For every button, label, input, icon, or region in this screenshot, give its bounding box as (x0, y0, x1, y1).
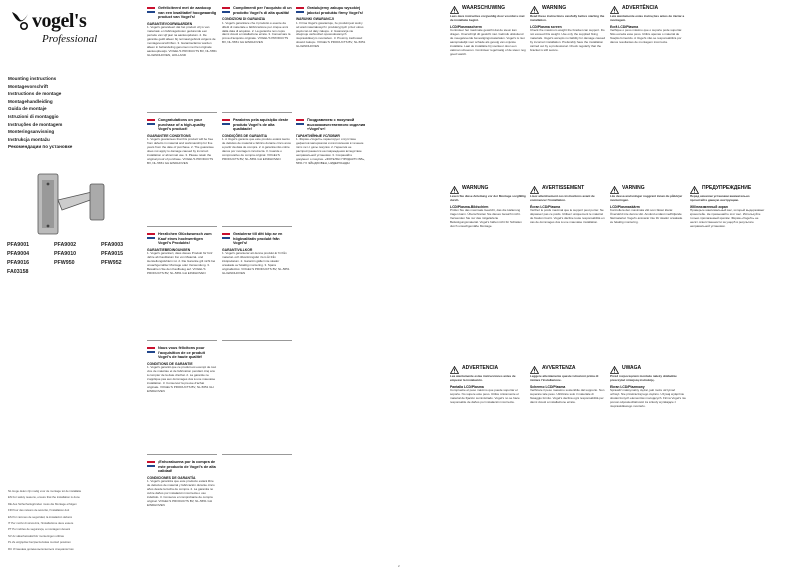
language-flag-icon (222, 119, 230, 125)
warning-block-de (450, 186, 526, 229)
warning-triangle-icon (610, 6, 619, 14)
guarantee-body: 1. Firma Vogel's gwarantuje, że produkt jest wolny od wad materiałowych i produkcyjnych przez okres pięciu lat od daty zakupu. 2. Gwarancja nie obejmuje uszkodzeń spowodowanych nieprawidłowym montażem. 3. Prosimy zachować dowód zakupu. VOGEL'S PRODUCTS BV, NL-5651 GH EINDHOVEN (296, 20, 366, 49)
language-flag-icon (147, 347, 155, 353)
warning-intro: Leia atentamente estas instruções antes de iniciar a montagem. (610, 14, 685, 22)
warning-block-es (450, 366, 526, 405)
guarantee-header (222, 6, 292, 15)
manual-title: Monteringsanvisning (8, 129, 55, 135)
guarantee-subhead: GUARANTEE CONDITIONS (147, 133, 191, 138)
warning-intro: Lees deze instructies zorgvuldig door voordat u met de installatie begint. (450, 14, 525, 22)
warning-header (530, 366, 606, 374)
manual-title: Montagehandleiding (8, 98, 53, 104)
warning-subhead: Écran LCD/Plasma (530, 204, 561, 209)
guarantee-heading: Congratulations on your purchase of a high-quality Vogel's product! (158, 118, 206, 132)
warning-subhead: LCD/Plasma screen (530, 24, 562, 29)
warning-triangle-icon (610, 366, 619, 374)
warning-body: Vérifiez le poids maximal que le support peut porter. Ne dépassez pas ce poids. Utilisez uniquement le matériel de fixation fourni. Vogel's décline toute responsabilité en cas de dommages dus à une mauvaise installation. (530, 208, 605, 225)
warning-body: Check the maximum weight the bracket can support. Do not exceed this weight. Use only the supplied fixing materials. Vogel's accepts no liability for damage caused by incorrect installation. Preferably have the installation carried out by a professional. Check regularly that the bracket is still secure. (530, 28, 606, 53)
guarantee-body: 1. Vogel's garantiza que este producto estará libre de defectos de material y fabricación durante cinco años desde la fecha de compra. 2. La garantía no cubre daños por instalación incorrecta o uso indebido. 3. Conserve el comprobante de compra original. VOGEL'S PRODUCTS BV, NL-5651 GH EINDHOVEN (147, 479, 215, 507)
guarantee-body: 1. Фирма «Vogel's» гарантирует отсутствие дефектов материалов и изготовления в течение пяти лет с даты покупки. 2. Гарантия не распространяется на повреждения вследствие неправильной установки. 3. Сохраняйте документ о покупке. «ФОГЕЛЬС ПРОДАКТС БВ», 5651 ГХ ЭЙНДХОВЕН, НИДЕРЛАНДЫ (296, 137, 365, 165)
bracket-illustration (30, 170, 110, 240)
model-number: PFA9002 (54, 242, 77, 248)
guarantee-heading: Complimenti per l'acquisto di un prodotto Vogel's di alta qualità! (233, 6, 292, 15)
guarantee-subhead: GARANTIEBEDINGUNGEN (147, 247, 191, 252)
warning-header (450, 6, 526, 14)
model-number-grid (7, 241, 143, 277)
warning-heading: AVERTISSEMENT (542, 185, 585, 191)
guarantee-subhead: GARANTIEVOORWAARDEN (147, 21, 193, 26)
guarantee-heading: Nous vous félicitons pour l'acquisition de ce produit Vogel's de haute qualité! (158, 346, 205, 360)
language-flag-icon (147, 119, 155, 125)
section-divider (222, 340, 292, 341)
warning-subhead: LCD/Plasma-Bildschirm (450, 204, 489, 209)
warning-body: Sprawdź maksymalny ciężar, jaki może utrzymać uchwyt. Nie przekraczaj tego ciężaru. Używaj wyłącznie dostarczonych elementów mocujących. Firma Vogel's nie ponosi odpowiedzialności za szkody wynikające z nieprawidłowego montażu. (610, 388, 686, 409)
language-flag-icon (296, 7, 304, 13)
guarantee-header (147, 6, 217, 20)
warning-header (450, 186, 526, 194)
guarantee-body: 1. Vogel's garandeert dat het product vrij is van materiaal- en fabricagefouten gedurende een periode van vijf jaar na aankoopdatum. 2. De garantie geldt alleen bij normaal gebruik volgens de montagevoorschriften. 3. Garantieclaims worden alleen in behandeling genomen met het originele aankoopbewijs. VOGEL'S PRODUCTS BV, NL-5651 GH EINDHOVEN, HOLLAND (147, 25, 217, 57)
guarantee-header (147, 118, 217, 132)
guarantee-subhead: WARUNKI GWARANCJI (296, 17, 334, 22)
warning-block-ru (690, 186, 766, 229)
manual-title-list (8, 75, 138, 151)
warning-block-sv (610, 186, 686, 225)
warning-heading: WARNING (542, 5, 567, 11)
warning-block-it (530, 366, 606, 405)
section-divider (222, 112, 292, 113)
language-flag-icon (147, 233, 155, 239)
model-number: PFW952 (101, 260, 122, 266)
warning-body: Verificare il peso massimo sostenibile dal supporto. Non superare tale peso. Utilizzare solo il materiale di fissaggio fornito. Vogel's declina ogni responsabilità per danni dovuti a installazione errata. (530, 388, 605, 405)
guarantee-header (222, 118, 292, 132)
guarantee-body: 1. Vogel's guarantees that this product will be free from defects in material and workmanship for five years from the date of purchase. 2. The guarantee does not apply to damage caused by incorrect installation or abnormal use. 3. Please retain the original proof of purchase. VOGEL'S PRODUCTS BV, NL-5651 GH EINDHOVEN (147, 137, 214, 165)
warning-subhead: Schermo LCD/Plasma (530, 384, 566, 389)
safety-line: RU Установка должна выполняться специалистом (8, 546, 74, 551)
model-row (7, 268, 143, 277)
warning-intro: Lesen Sie diese Anleitung vor der Montage sorgfältig durch. (450, 194, 526, 202)
section-divider (222, 226, 292, 227)
manual-title: Istruzioni di montaggio (8, 113, 59, 119)
warning-body: Compruebe el peso máximo que puede soportar el soporte. No supere este peso. Utilice únicamente el material de fijación suministrado. Vogel's no se hace responsable de daños por instalación incorrecta. (450, 388, 520, 405)
guarantee-header (296, 118, 366, 132)
cover-page (0, 0, 140, 573)
manual-title: Mounting instructions (8, 76, 57, 81)
warning-intro: Lisez attentivement ces instructions avant de commencer l'installation. (530, 194, 595, 202)
warning-intro: Read these instructions carefully before starting the installation. (530, 14, 605, 22)
vogels-swoosh-icon (10, 10, 30, 32)
warning-subhead: Pantalla LCD/Plasma (450, 384, 484, 389)
warning-intro: Lea atentamente estas instrucciones antes de empezar la instalación. (450, 374, 516, 382)
warning-header (610, 366, 686, 374)
brand-name: vogel's (32, 10, 87, 32)
warning-header (450, 366, 526, 374)
guarantee-header (147, 346, 217, 360)
warning-intro: Leggere attentamente queste istruzioni prima di iniziare l'installazione. (530, 374, 599, 382)
manual-title: Montagevorschrift (8, 83, 49, 89)
guarantee-heading: Parabéns pela aquisição deste produto Vogel's de alta qualidade! (233, 118, 289, 132)
manual-title: Рекомендации по установке (8, 144, 73, 150)
warning-subhead: LCD/Plasmaskärm (610, 204, 640, 209)
brand-logo (6, 6, 98, 48)
warning-body: Prüfen Sie das maximale Gewicht, das die Halterung tragen kann. Überschreiten Sie dieses Gewicht nicht. Verwenden Sie nur das mitgelieferte Befestigungsmaterial. Vogel's haftet nicht für Schäden durch unsachgemäße Montage. (450, 208, 522, 229)
safety-footer-lines (8, 488, 128, 552)
guarantee-heading: Gratulerar till ditt köp av en högkvalitativ produkt från Vogel's! (233, 232, 283, 246)
guarantee-block-de (147, 232, 217, 276)
guarantee-body: 1. Vogel's garantiert, dass dieses Produkt für fünf Jahre ab Kaufdatum frei von Material- und Herstellungsfehlern ist. 2. Die Garantie gilt nicht bei unsachgemäßer Montage oder Verwendung. 3. Bewahren Sie den Kaufbeleg auf. VOGEL'S PRODUCTS BV, NL-5651 GH EINDHOVEN (147, 251, 216, 275)
warning-triangle-icon (450, 186, 459, 194)
warning-subhead: Ecrã LCD/Plasma (610, 24, 639, 29)
warning-triangle-icon (610, 186, 619, 194)
model-row (7, 250, 143, 259)
warning-subhead: LCD/Plasmascherm (450, 24, 482, 29)
safety-line: EN For safety reasons, ensure that the installation is done (8, 495, 80, 500)
guarantee-block-fr (147, 346, 217, 394)
guarantee-header (222, 232, 292, 246)
warning-subhead: ЖК/плазменный экран (690, 204, 728, 209)
language-flag-icon (222, 7, 230, 13)
warning-heading: AVVERTENZA (542, 365, 576, 371)
section-divider (147, 226, 217, 227)
warning-header (530, 6, 606, 14)
warning-body: Kontrollera den maximala vikt som fästet klarar. Överskrid inte denna vikt. Använd endast medföljande fästmaterial. Vogel's ansvarar inte för skador orsakade av felaktig montering. (610, 208, 683, 225)
guarantee-subhead: CONDIZIONI DI GARANZIA (222, 17, 266, 22)
warning-block-pl (610, 366, 686, 409)
language-flag-icon (147, 7, 155, 13)
warning-body: Проверьте максимальный вес, который выдерживает кронштейн. Не превышайте этот вес. Используйте только прилагаемый крепёж. Фирма «Vogel's» не несёт ответственности за ущерб в результате неправильной установки. (690, 208, 765, 229)
warning-triangle-icon (530, 186, 539, 194)
guarantee-subhead: CONDITIONS DE GARANTIE (147, 361, 193, 366)
warning-subhead: Ekran LCD/Plazmowy (610, 384, 645, 389)
guarantee-heading: ¡Enhorabuena por la compra de este producto de Vogel's de alta calidad! (158, 460, 216, 474)
guarantee-body: 1. Vogel's garantit que ce produit est exempt de tout vice de matériau et de fabrication pendant cinq ans à compter de la date d'achat. 2. La garantie ne s'applique pas aux dommages dus à une mauvaise installation. 3. Conservez la preuve d'achat originale. VOGEL'S PRODUCTS BV, NL-5651 GH EINDHOVEN (147, 365, 217, 393)
guarantee-heading: Herzlichen Glückwunsch zum Kauf eines hochwertigen Vogel's Produkts! (158, 232, 212, 246)
guarantee-body: 1. A Vogel's garante que este produto estará isento de defeitos de material e fabrico durante cinco anos a partir da data de compra. 2. A garantia não cobre danos por montagem incorrecta. 3. Guarde o comprovativo de compra original. VOGEL'S PRODUCTS BV, NL-5651 GH EINDHOVEN (222, 137, 291, 161)
guarantee-block-nl (147, 6, 217, 58)
model-number: PFA9003 (101, 242, 124, 248)
guarantee-block-pl (296, 6, 366, 49)
guarantee-body: 1. Vogel's garanterar att denna produkt är fri från material- och tillverkningsfel i fem år från inköpsdatum. 2. Garantin gäller inte skador orsakade av felaktig montering. 3. Spara originalkvittot. VOGEL'S PRODUCTS BV, NL-5651 GH EINDHOVEN (222, 251, 290, 275)
guarantee-block-en (147, 118, 217, 166)
warning-triangle-icon (690, 186, 699, 194)
guarantee-body: 1. Vogel's garantisce che il prodotto è esente da difetti di materiale e fabbricazione per cinque anni dalla data di acquisto. 2. La garanzia non copre danni dovuti a installazione errata. 3. Conservare la prova d'acquisto originale. VOGEL'S PRODUCTS BV, NL-5651 GH EINDHOVEN (222, 20, 291, 45)
section-divider (222, 454, 292, 455)
warning-heading: UWAGA (622, 365, 642, 371)
warning-body: Verifique o peso máximo que o suporte pode suportar. Não exceda esse peso. Utilize apenas o material de fixação fornecido. A Vogel's não se responsabiliza por danos resultantes de montagem incorrecta. (610, 28, 683, 45)
guarantee-header (147, 232, 217, 246)
guarantee-header (296, 6, 366, 15)
warning-heading: VARNING (622, 185, 645, 191)
warning-body: Controleer het maximale gewicht dat de steun kan dragen. Overschrijd dit gewicht niet. Gebruik uitsluitend de meegeleverde bevestigingsmaterialen. Vogel's is niet aansprakelijk voor schade als gevolg van onjuiste installatie. Laat de installatie bij voorkeur door een vakman uitvoeren. Controleer regelmatig of de steun nog goed vastzit. (450, 28, 526, 57)
guarantee-subhead: ГАРАНТИЙНЫЕ УСЛОВИЯ (296, 133, 340, 138)
guarantee-block-es (147, 460, 217, 508)
guarantee-block-sv (222, 232, 292, 276)
model-number: PFA9004 (7, 251, 30, 257)
guarantee-heading: Gratulujemy zakupu wysokiej jakości produktu firmy Vogel's! (307, 6, 364, 15)
section-divider (147, 454, 217, 455)
guarantee-block-it (222, 6, 292, 45)
guarantee-subhead: CONDICIONES DE GARANTÍA (147, 475, 196, 480)
safety-line: NL Hoge delen zijn nodig voor de montage tot de installatie (8, 489, 82, 493)
warning-triangle-icon (530, 6, 539, 14)
safety-line: DE Aus Sicherheitsgründen muss die Montage erfolgen (8, 501, 77, 506)
warning-header (610, 186, 686, 194)
language-flag-icon (222, 233, 230, 239)
warning-block-en (530, 6, 606, 53)
warning-intro: Läs dessa anvisningar noggrant innan du påbörjar monteringen. (610, 194, 683, 202)
brand-tagline: Professional (42, 33, 98, 45)
safety-line: SV Av säkerhetsskäl bör monteringen utföras (8, 533, 64, 538)
warning-block-nl (450, 6, 526, 57)
section-divider (147, 340, 217, 341)
guarantee-block-pt (222, 118, 292, 162)
model-number: PFA9010 (54, 251, 77, 257)
safety-line: IT Per motivi di sicurezza, l'installazione deve essere (8, 521, 74, 526)
warning-intro: Перед началом установки внимательно прочитайте данную инструкцию. (690, 194, 750, 202)
model-row (7, 241, 143, 250)
manual-title: Instructions de montage (8, 91, 62, 97)
warning-header (610, 6, 686, 14)
guarantee-heading: Поздравляем с покупкой высококачественного изделия «Vogel's»! (307, 118, 366, 132)
model-number: PFA9016 (7, 260, 30, 266)
safety-line: FR Pour des raisons de sécurité, l'installation doit (8, 508, 70, 513)
warning-triangle-icon (450, 6, 459, 14)
warning-heading: WARNUNG (462, 185, 489, 191)
warning-block-fr (530, 186, 606, 225)
warning-heading: ПРЕДУПРЕЖДЕНИЕ (702, 185, 752, 191)
language-flag-icon (147, 461, 155, 467)
warning-heading: ADVERTÊNCIA (622, 5, 659, 11)
warning-heading: ADVERTENCIA (462, 365, 499, 371)
guarantee-block-ru (296, 118, 366, 166)
model-number: PFW950 (54, 260, 75, 266)
model-row (7, 259, 143, 268)
warning-heading: WAARSCHUWING (462, 5, 506, 11)
warning-header (690, 186, 766, 194)
warning-block-pt (610, 6, 686, 45)
section-divider (147, 112, 217, 113)
model-number: FA03158 (7, 269, 29, 275)
manual-title: Instruções de montagem (8, 121, 63, 127)
safety-line: PT Por razões de segurança, a montagem deverá (8, 527, 70, 532)
manual-title: Guida de montaje (8, 106, 47, 112)
guarantee-subhead: CONDIÇÕES DE GARANTIA (222, 133, 268, 138)
page-number: 2 (398, 564, 400, 568)
guarantee-subhead: GARANTIVILLKOR (222, 247, 253, 252)
safety-line: PL Ze względów bezpieczeństwa montaż powinien (8, 540, 71, 545)
safety-line: ES Por razones de seguridad, la instalación deberá (8, 514, 72, 519)
guarantee-heading: Gefeliciteerd met de aankoop van een kwalitatief hoogwaardig product van Vogel's! (158, 6, 217, 20)
warning-triangle-icon (530, 366, 539, 374)
language-flag-icon (296, 119, 304, 125)
guarantee-header (147, 460, 217, 474)
warning-header (530, 186, 606, 194)
model-number: PFA9001 (7, 242, 30, 248)
manual-title: Instrukcja montażu (8, 136, 50, 142)
warning-intro: Przed rozpoczęciem montażu należy dokładnie przeczytać niniejszą instrukcję. (610, 374, 677, 382)
model-number: PFA9015 (101, 251, 124, 257)
warning-triangle-icon (450, 366, 459, 374)
